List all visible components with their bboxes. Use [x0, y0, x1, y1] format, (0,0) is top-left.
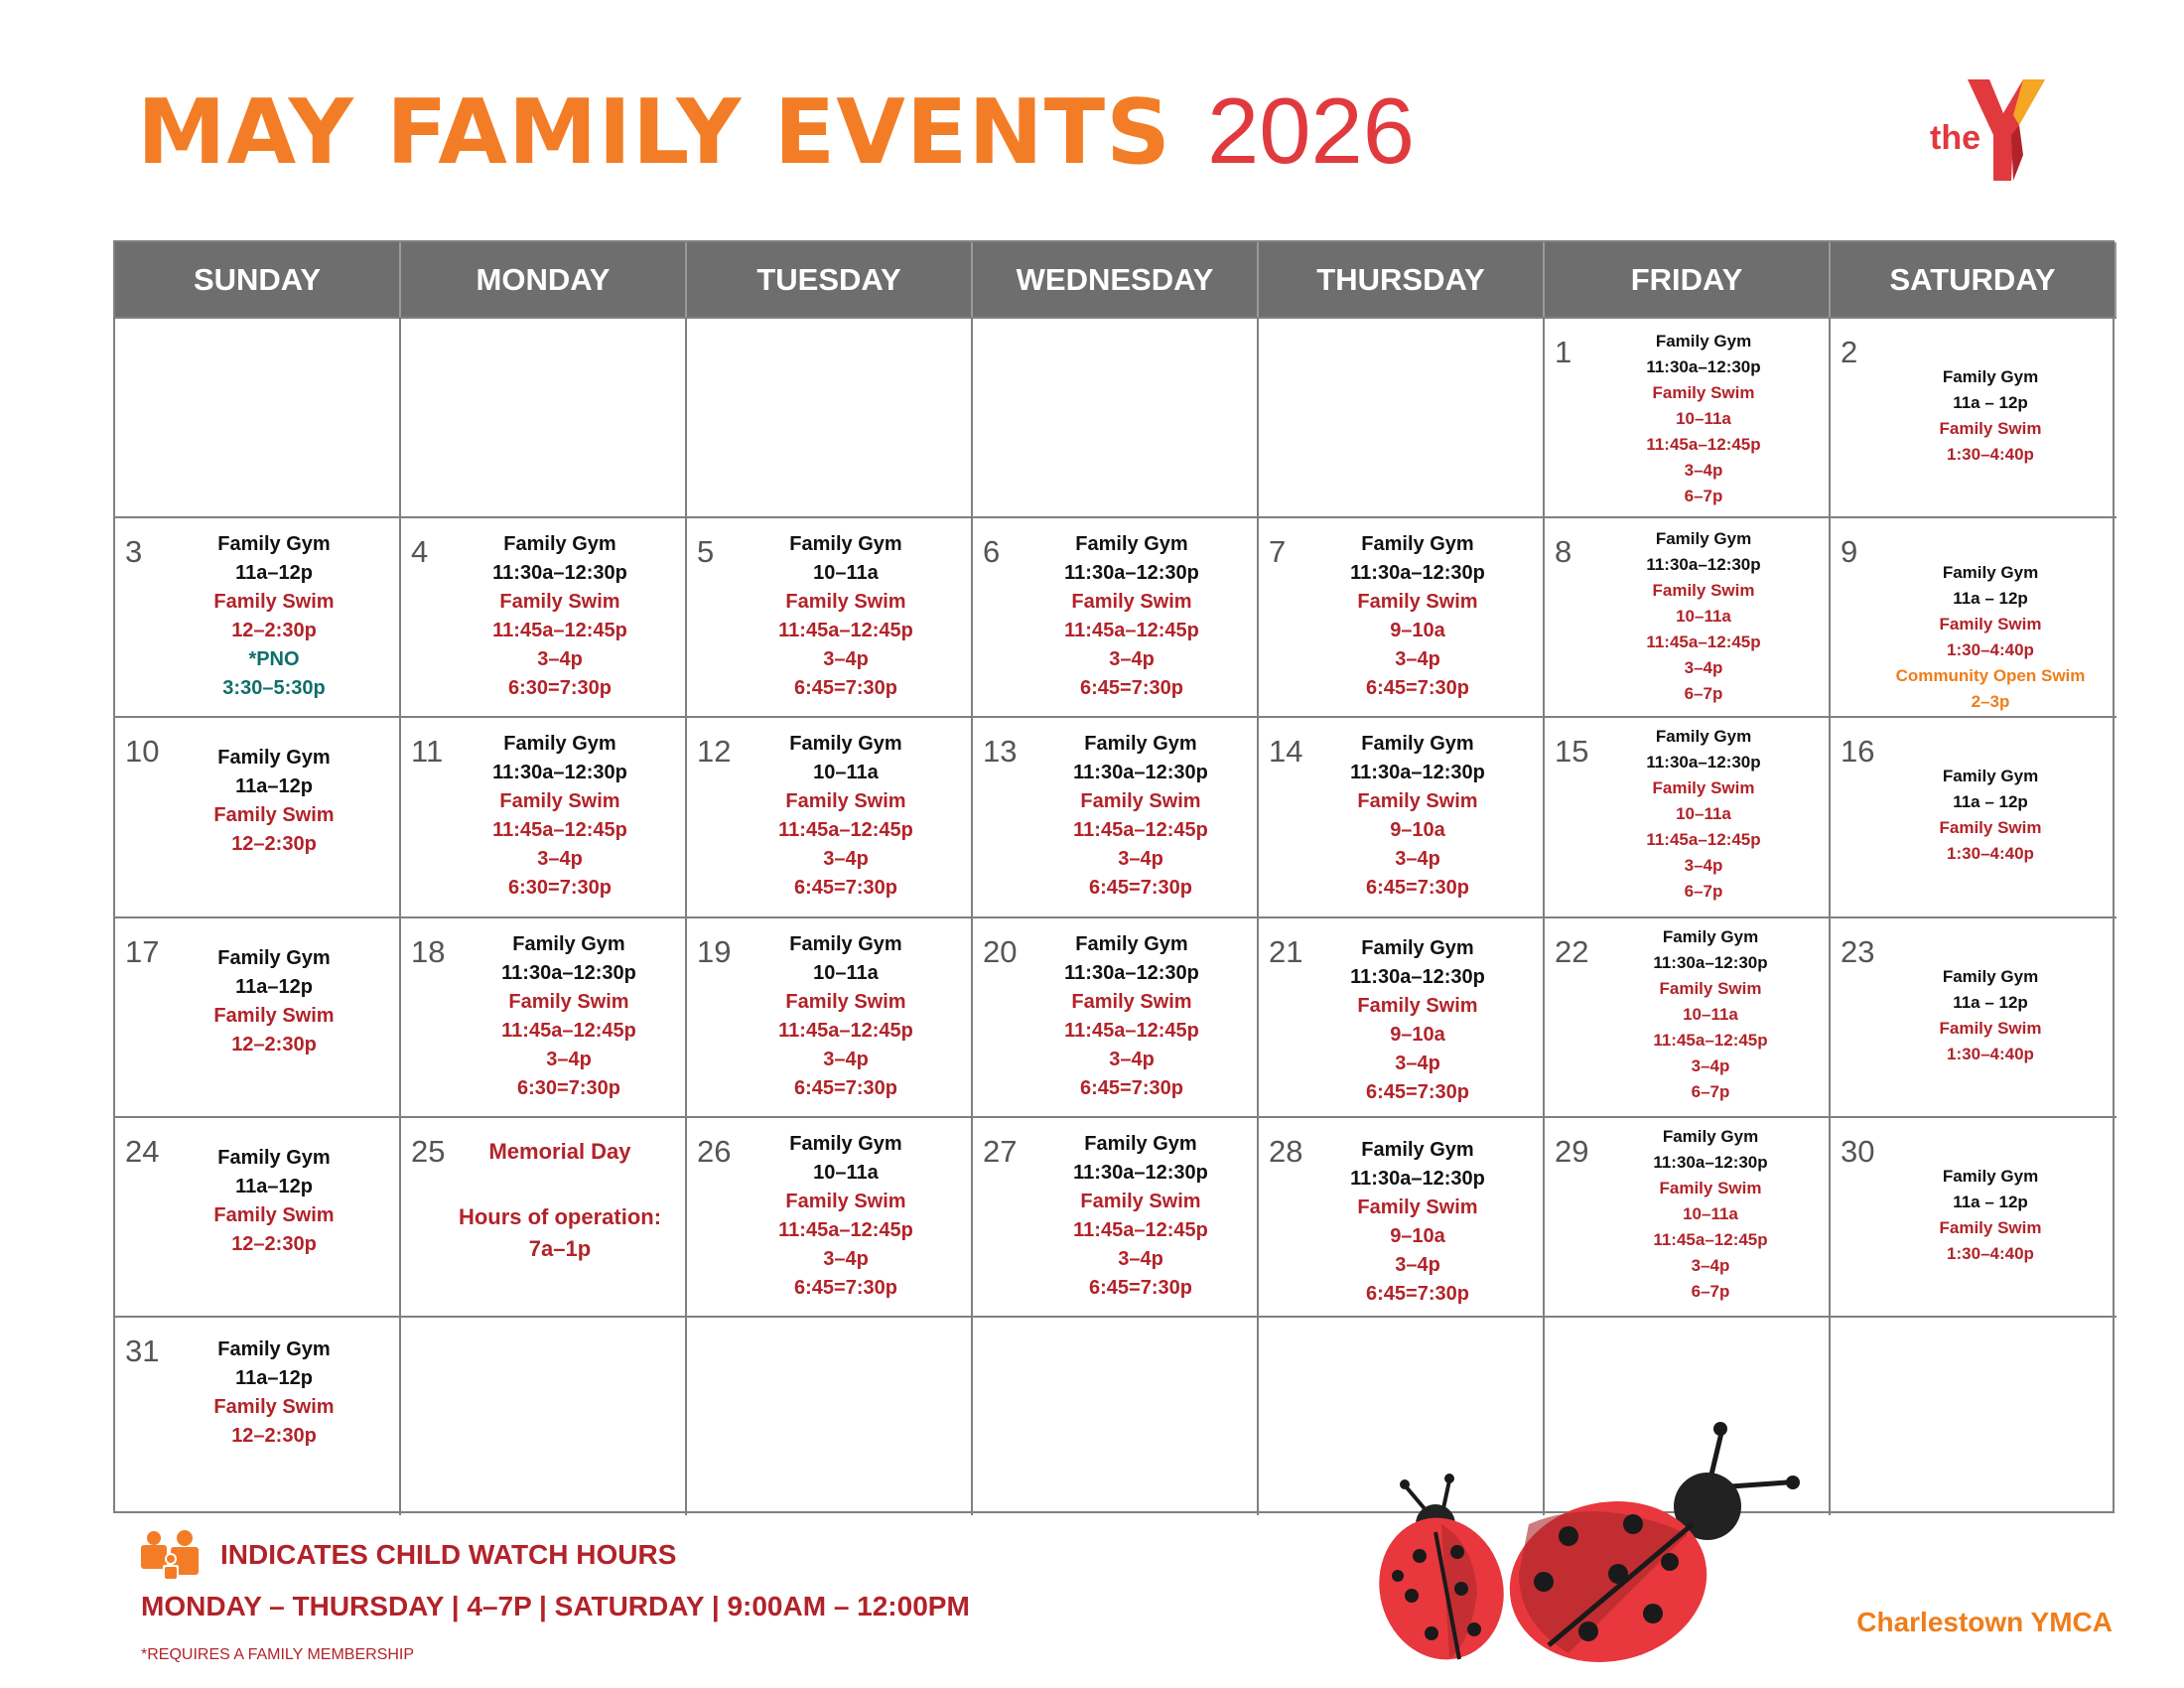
day-events — [443, 730, 677, 903]
event-line: Family Swim — [785, 991, 906, 1013]
event-line: Family Swim — [1357, 591, 1478, 613]
day-events — [157, 944, 391, 1059]
event-line: 6:45=7:30p — [1080, 1077, 1183, 1099]
day-number: 7 — [1269, 534, 1287, 569]
title-year: 2026 — [1206, 78, 1416, 183]
event-line: 10–11a — [813, 762, 879, 783]
event-line: 12–2:30p — [231, 833, 317, 855]
child-watch-hours: MONDAY – THURSDAY | 4–7P | SATURDAY | 9:00AM – 12:00PM — [141, 1591, 970, 1621]
event-line: Family Swim — [785, 591, 906, 613]
event-line: Family Swim — [1659, 1179, 1762, 1197]
day-cell-27 — [973, 1116, 1259, 1316]
event-line: Family Gym — [1942, 563, 2039, 582]
event-line: Family Gym — [1942, 767, 2039, 785]
day-number: 14 — [1269, 734, 1303, 769]
weekday-saturday: SATURDAY — [1831, 242, 2116, 317]
weekday-wednesday: WEDNESDAY — [973, 242, 1259, 317]
day-cell-8 — [1545, 516, 1831, 716]
event-line: Family Swim — [213, 1005, 335, 1027]
day-events — [1300, 1136, 1535, 1309]
event-line: Family Gym — [1942, 967, 2039, 986]
day-events — [1872, 1164, 2109, 1267]
event-line: 2–3p — [1971, 692, 2010, 711]
day-events — [1600, 1124, 1821, 1305]
day-number: 16 — [1841, 734, 1875, 769]
event-line: 3–4p — [1109, 1049, 1155, 1070]
event-line: Family Gym — [789, 1133, 902, 1155]
event-line: 11a–12p — [235, 1367, 313, 1389]
event-line: 1:30–4:40p — [1947, 1244, 2034, 1263]
empty-cell — [687, 317, 973, 516]
event-line: 11:30a–12:30p — [1646, 753, 1761, 772]
day-cell-7 — [1259, 516, 1545, 716]
day-cell-29 — [1545, 1116, 1831, 1316]
event-line: 12–2:30p — [231, 1233, 317, 1255]
event-line: 3–4p — [823, 1049, 869, 1070]
event-line: Family Swim — [213, 1396, 335, 1418]
event-line: Family Gym — [1655, 529, 1752, 548]
event-line: Family Swim — [213, 1204, 335, 1226]
event-line: 6:45=7:30p — [1366, 677, 1469, 699]
day-number: 11 — [411, 734, 444, 769]
day-events — [1872, 364, 2109, 468]
empty-cell — [687, 1316, 973, 1515]
child-watch-label: INDICATES CHILD WATCH HOURS — [220, 1539, 677, 1570]
event-line: 11:30a–12:30p — [1653, 1153, 1768, 1172]
event-line: Family Gym — [1662, 927, 1759, 946]
day-number: 4 — [411, 534, 429, 569]
day-number: 26 — [697, 1134, 732, 1169]
event-line: 6:45=7:30p — [1089, 877, 1192, 899]
event-line: 6:30=7:30p — [508, 877, 612, 899]
empty-cell — [973, 317, 1259, 516]
event-line: Family Swim — [1071, 991, 1192, 1013]
event-line: Family Gym — [503, 533, 616, 555]
event-line: 11a–12p — [235, 775, 313, 797]
event-line: 3–4p — [1684, 856, 1723, 875]
event-line: 11:45a–12:45p — [778, 620, 913, 641]
weekday-friday: FRIDAY — [1545, 242, 1831, 317]
event-line: 3–4p — [823, 848, 869, 870]
event-line: Family Swim — [1080, 1191, 1201, 1212]
event-line: Family Gym — [1084, 733, 1197, 755]
day-cell-14 — [1259, 716, 1545, 916]
event-line: 3–4p — [1684, 658, 1723, 677]
day-cell-22 — [1545, 916, 1831, 1116]
event-line: 3–4p — [1395, 648, 1440, 670]
day-cell-23 — [1831, 916, 2116, 1116]
event-line: 3–4p — [1118, 1248, 1163, 1270]
event-line: Family Gym — [1084, 1133, 1197, 1155]
day-cell-15 — [1545, 716, 1831, 916]
event-line: 10–11a — [813, 1162, 879, 1184]
event-line: 11:30a–12:30p — [1064, 562, 1199, 584]
event-line: Family Swim — [1357, 790, 1478, 812]
event-line: 9–10a — [1390, 1225, 1445, 1247]
event-line: 11:45a–12:45p — [1646, 435, 1761, 454]
day-events — [443, 530, 677, 703]
day-number: 20 — [983, 934, 1018, 969]
event-line: 11:45a–12:45p — [1064, 1020, 1199, 1042]
day-number: 24 — [125, 1134, 160, 1169]
event-line: 3–4p — [1395, 1254, 1440, 1276]
event-line: 6:30=7:30p — [517, 1077, 620, 1099]
day-cell-13 — [973, 716, 1259, 916]
event-line: 11:30a–12:30p — [1350, 762, 1485, 783]
day-cell-1 — [1545, 317, 1831, 516]
day-events — [443, 1136, 677, 1265]
day-cell-12 — [687, 716, 973, 916]
day-number: 23 — [1841, 934, 1875, 969]
day-cell-11 — [401, 716, 687, 916]
day-events — [461, 930, 677, 1103]
event-line: 11:30a–12:30p — [492, 562, 627, 584]
day-events — [729, 730, 963, 903]
day-number: 22 — [1555, 934, 1589, 969]
weekday-monday: MONDAY — [401, 242, 687, 317]
day-cell-24 — [115, 1116, 401, 1316]
day-events — [1586, 329, 1821, 509]
event-line: 1:30–4:40p — [1947, 1045, 2034, 1063]
event-line: 3:30–5:30p — [222, 677, 326, 699]
day-events — [1300, 730, 1535, 903]
event-line: 11:30a–12:30p — [1350, 562, 1485, 584]
event-line: 11a – 12p — [1953, 589, 2028, 608]
weekday-tuesday: TUESDAY — [687, 242, 973, 317]
day-events — [729, 930, 963, 1103]
event-line: 6–7p — [1684, 684, 1723, 703]
event-line: 6–7p — [1684, 487, 1723, 505]
event-line: 3–4p — [546, 1049, 592, 1070]
empty-cell — [401, 1316, 687, 1515]
branch-name: Charlestown YMCA — [1856, 1607, 2113, 1637]
event-line: 3–4p — [1691, 1256, 1730, 1275]
event-line: Family Gym — [217, 1338, 331, 1360]
event-line: 11:30a–12:30p — [1350, 1168, 1485, 1190]
event-line: Family Swim — [1939, 1218, 2042, 1237]
event-line: 11a–12p — [235, 1176, 313, 1197]
day-number: 2 — [1841, 335, 1858, 369]
day-number: 5 — [697, 534, 715, 569]
day-events — [1586, 724, 1821, 905]
day-events — [1586, 526, 1821, 707]
event-line: Family Swim — [1939, 1019, 2042, 1038]
day-cell-21 — [1259, 916, 1545, 1116]
event-line: Family Swim — [499, 591, 620, 613]
event-line: Family Gym — [1655, 332, 1752, 351]
event-line: 6:45=7:30p — [1366, 1283, 1469, 1305]
event-line: 7a–1p — [528, 1236, 592, 1261]
day-cell-16 — [1831, 716, 2116, 916]
day-events — [1032, 730, 1249, 903]
event-line: 1:30–4:40p — [1947, 640, 2034, 659]
event-line: 11:45a–12:45p — [492, 620, 627, 641]
day-cell-3 — [115, 516, 401, 716]
event-line: 6:45=7:30p — [794, 877, 897, 899]
event-line: Family Gym — [789, 533, 902, 555]
event-line: Family Swim — [1071, 591, 1192, 613]
day-events — [1872, 764, 2109, 867]
day-events — [157, 744, 391, 859]
event-line: Family Gym — [1361, 533, 1474, 555]
event-line: 9–10a — [1390, 1024, 1445, 1046]
event-line: Family Swim — [213, 804, 335, 826]
event-line: 11:45a–12:45p — [778, 1020, 913, 1042]
day-events — [1032, 1130, 1249, 1303]
event-line: Family Gym — [1361, 1139, 1474, 1161]
event-line: Family Swim — [213, 591, 335, 613]
empty-cell — [973, 1316, 1259, 1515]
empty-cell — [115, 317, 401, 516]
event-line: 9–10a — [1390, 819, 1445, 841]
day-cell-9 — [1831, 516, 2116, 716]
day-number: 29 — [1555, 1134, 1589, 1169]
event-line: 3–4p — [823, 648, 869, 670]
event-line: 11:45a–12:45p — [778, 1219, 913, 1241]
event-line: 9–10a — [1390, 620, 1445, 641]
event-line: 6:45=7:30p — [794, 1077, 897, 1099]
day-number: 21 — [1269, 934, 1303, 969]
ladybug-illustration — [1350, 1385, 1827, 1673]
day-events — [1015, 530, 1249, 703]
event-line: 6–7p — [1684, 882, 1723, 901]
day-number: 28 — [1269, 1134, 1303, 1169]
day-cell-26 — [687, 1116, 973, 1316]
event-line: 11:45a–12:45p — [1653, 1230, 1768, 1249]
membership-note: *REQUIRES A FAMILY MEMBERSHIP — [141, 1646, 415, 1663]
event-line: 11:30a–12:30p — [1073, 762, 1208, 783]
event-line: 11:45a–12:45p — [1073, 1219, 1208, 1241]
day-number: 25 — [411, 1134, 446, 1169]
event-line: Family Swim — [1652, 581, 1755, 600]
day-number: 8 — [1555, 534, 1572, 569]
event-line: 12–2:30p — [231, 1034, 317, 1055]
event-line: Family Swim — [785, 1191, 906, 1212]
event-line: 3–4p — [1395, 1053, 1440, 1074]
event-line: Family Swim — [1939, 818, 2042, 837]
event-line: 11a – 12p — [1953, 393, 2028, 412]
event-line: 3–4p — [1395, 848, 1440, 870]
event-line: Family Swim — [1939, 419, 2042, 438]
day-events — [1300, 934, 1535, 1107]
event-line: 6:45=7:30p — [1366, 877, 1469, 899]
event-line: Family Gym — [1942, 1167, 2039, 1186]
event-line: 10–11a — [1683, 1204, 1738, 1223]
weekday-sunday: SUNDAY — [115, 242, 401, 317]
event-line: 11a–12p — [235, 562, 313, 584]
day-number: 15 — [1555, 734, 1589, 769]
event-line: 11:45a–12:45p — [501, 1020, 636, 1042]
event-line: 3–4p — [1684, 461, 1723, 480]
event-line: Family Gym — [217, 1147, 331, 1169]
day-events — [157, 1336, 391, 1451]
event-line: 12–2:30p — [231, 620, 317, 641]
event-line: 3–4p — [1118, 848, 1163, 870]
title-main: MAY FAMILY EVENTS — [137, 80, 1171, 185]
day-cell-6 — [973, 516, 1259, 716]
day-cell-19 — [687, 916, 973, 1116]
family-icon — [141, 1529, 201, 1579]
event-line: 11:45a–12:45p — [1073, 819, 1208, 841]
event-line: 10–11a — [1683, 1005, 1738, 1024]
event-line: 11:30a–12:30p — [492, 762, 627, 783]
event-line: 11:45a–12:45p — [778, 819, 913, 841]
event-line: 3–4p — [537, 648, 583, 670]
event-line: Family Swim — [1652, 778, 1755, 797]
day-cell-28 — [1259, 1116, 1545, 1316]
day-cell-18 — [401, 916, 687, 1116]
day-number: 3 — [125, 534, 143, 569]
event-line: Family Gym — [1075, 533, 1188, 555]
event-line: 11:45a–12:45p — [492, 819, 627, 841]
event-line: 3–4p — [1691, 1056, 1730, 1075]
event-line: 11:30a–12:30p — [1064, 962, 1199, 984]
event-line: Family Gym — [217, 947, 331, 969]
event-line: 12–2:30p — [231, 1425, 317, 1447]
day-events — [1872, 560, 2109, 715]
holiday-name: Memorial Day — [488, 1139, 631, 1164]
empty-cell — [1831, 1316, 2116, 1515]
day-number: 9 — [1841, 534, 1858, 569]
day-events — [1872, 964, 2109, 1067]
logo-the-text: the — [1930, 119, 1980, 157]
event-line: Family Gym — [512, 933, 625, 955]
event-line: 10–11a — [1676, 607, 1731, 626]
event-line: Family Swim — [785, 790, 906, 812]
event-line: Family Gym — [789, 733, 902, 755]
event-line: Family Gym — [217, 533, 331, 555]
day-events — [1015, 930, 1249, 1103]
event-line: Family Gym — [217, 747, 331, 769]
event-line: 11a–12p — [235, 976, 313, 998]
day-events — [157, 530, 391, 703]
event-line: 6:30=7:30p — [508, 677, 612, 699]
day-number: 17 — [125, 934, 160, 969]
event-line: 6:45=7:30p — [794, 1277, 897, 1299]
event-line: Family Gym — [789, 933, 902, 955]
empty-cell — [1259, 317, 1545, 516]
event-line: 10–11a — [1676, 409, 1731, 428]
day-cell-10 — [115, 716, 401, 916]
day-cell-17 — [115, 916, 401, 1116]
event-line: *PNO — [248, 648, 300, 670]
event-line: 11:45a–12:45p — [1646, 830, 1761, 849]
event-line: 3–4p — [537, 848, 583, 870]
event-line: 11:30a–12:30p — [1646, 357, 1761, 376]
event-line: 11a – 12p — [1953, 792, 2028, 811]
event-line: 11a – 12p — [1953, 993, 2028, 1012]
event-line: Family Swim — [1357, 995, 1478, 1017]
event-line: 11a – 12p — [1953, 1193, 2028, 1211]
event-line: 6:45=7:30p — [794, 677, 897, 699]
day-number: 13 — [983, 734, 1018, 769]
day-number: 1 — [1555, 335, 1572, 369]
event-line: 6:45=7:30p — [1089, 1277, 1192, 1299]
event-line: 6:45=7:30p — [1366, 1081, 1469, 1103]
event-line: 11:30a–12:30p — [1646, 555, 1761, 574]
event-line: Family Gym — [1075, 933, 1188, 955]
page-title — [137, 77, 1415, 185]
weekday-thursday: THURSDAY — [1259, 242, 1545, 317]
day-number: 6 — [983, 534, 1001, 569]
day-number: 12 — [697, 734, 732, 769]
day-cell-25 — [401, 1116, 687, 1316]
event-line: 6:45=7:30p — [1080, 677, 1183, 699]
day-events — [729, 530, 963, 703]
event-line: 6–7p — [1691, 1282, 1730, 1301]
event-line: 11:30a–12:30p — [1350, 966, 1485, 988]
day-events — [1600, 924, 1821, 1105]
day-number: 19 — [697, 934, 732, 969]
event-line: 3–4p — [1109, 648, 1155, 670]
event-line: Family Swim — [508, 991, 629, 1013]
day-number: 27 — [983, 1134, 1018, 1169]
day-cell-5 — [687, 516, 973, 716]
event-line: Family Gym — [1361, 733, 1474, 755]
day-cell-30 — [1831, 1116, 2116, 1316]
event-line: Family Gym — [1361, 937, 1474, 959]
event-line: Hours of operation: — [458, 1204, 662, 1229]
empty-cell — [401, 317, 687, 516]
day-number: 18 — [411, 934, 446, 969]
day-number: 31 — [125, 1334, 160, 1368]
event-line: Family Swim — [1652, 383, 1755, 402]
event-line: Family Gym — [503, 733, 616, 755]
day-cell-2 — [1831, 317, 2116, 516]
event-line: Family Gym — [1942, 367, 2039, 386]
event-line: Family Swim — [499, 790, 620, 812]
event-line: Family Gym — [1655, 727, 1752, 746]
event-line: 10–11a — [813, 962, 879, 984]
event-line: Family Swim — [1939, 615, 2042, 633]
ymca-logo — [1924, 75, 2061, 185]
event-line: 11:45a–12:45p — [1646, 633, 1761, 651]
event-line: Family Swim — [1357, 1196, 1478, 1218]
day-cell-20 — [973, 916, 1259, 1116]
event-line: 1:30–4:40p — [1947, 445, 2034, 464]
event-line: Community Open Swim — [1895, 666, 2086, 685]
event-line: 1:30–4:40p — [1947, 844, 2034, 863]
event-line: Family Swim — [1080, 790, 1201, 812]
day-events — [1300, 530, 1535, 703]
event-line: 11:30a–12:30p — [1653, 953, 1768, 972]
event-line: Family Gym — [1662, 1127, 1759, 1146]
event-line: 3–4p — [823, 1248, 869, 1270]
event-line: 6–7p — [1691, 1082, 1730, 1101]
day-events — [157, 1144, 391, 1259]
event-line: 11:30a–12:30p — [501, 962, 636, 984]
event-line: Family Swim — [1659, 979, 1762, 998]
event-line: 10–11a — [1676, 804, 1731, 823]
event-line: 10–11a — [813, 562, 879, 584]
day-events — [729, 1130, 963, 1303]
calendar-grid — [113, 240, 2115, 1513]
day-number: 30 — [1841, 1134, 1875, 1169]
day-cell-31 — [115, 1316, 401, 1515]
day-number: 10 — [125, 734, 160, 769]
event-line: 11:45a–12:45p — [1064, 620, 1199, 641]
event-line: 11:30a–12:30p — [1073, 1162, 1208, 1184]
event-line: 11:45a–12:45p — [1653, 1031, 1768, 1050]
day-cell-4 — [401, 516, 687, 716]
